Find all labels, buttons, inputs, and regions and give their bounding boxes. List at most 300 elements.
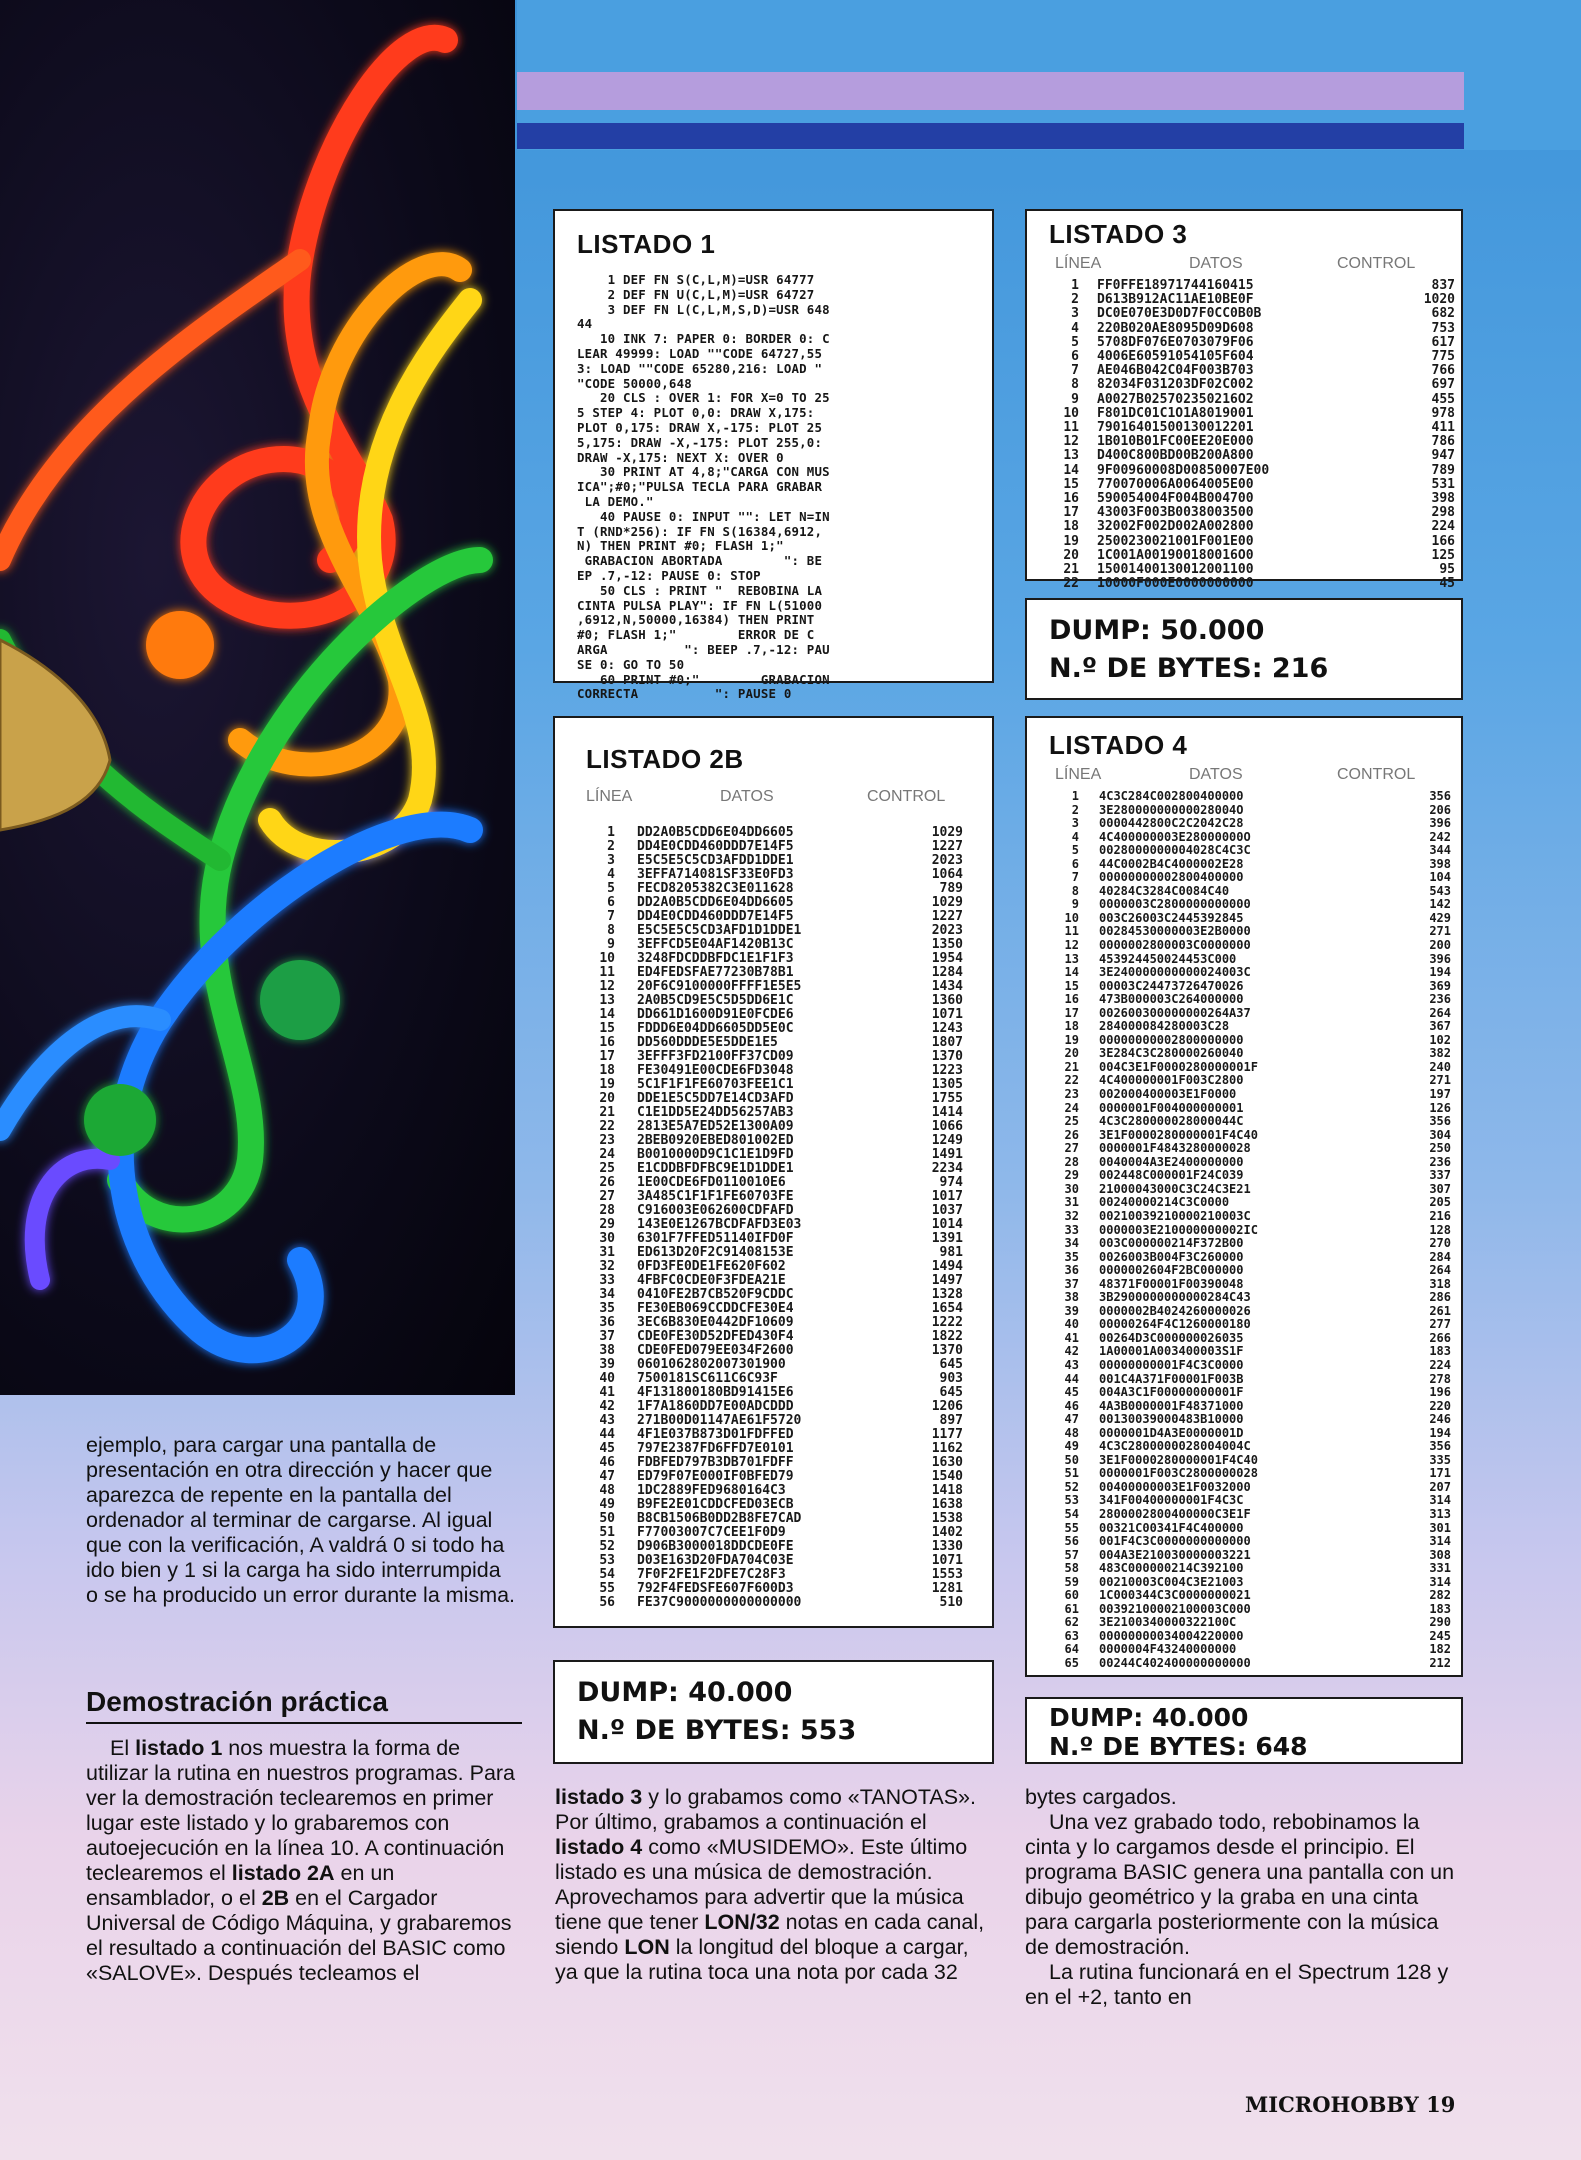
line-number: 49 xyxy=(599,1497,615,1512)
checksum: 128 xyxy=(1429,1222,1451,1237)
checksum: 240 xyxy=(1429,1059,1451,1074)
listing-row xyxy=(1049,350,1455,364)
hex-data: 3B2900000000000284C43 xyxy=(1099,1291,1251,1305)
line-number: 7 xyxy=(1071,870,1079,885)
hex-data: F77003007C7CEE1F0D9 xyxy=(637,1526,786,1540)
line-number: 12 xyxy=(1064,938,1079,953)
treble-clef-illustration xyxy=(0,0,515,1395)
checksum: 314 xyxy=(1429,1574,1451,1589)
line-number: 1 xyxy=(1071,278,1079,293)
line-number: 44 xyxy=(599,1427,615,1442)
listing-row xyxy=(583,1596,963,1610)
line-number: 36 xyxy=(1064,1263,1079,1278)
checksum: 278 xyxy=(1429,1371,1451,1386)
checksum: 1206 xyxy=(931,1399,963,1414)
listing-row xyxy=(1049,993,1451,1007)
hex-data: 001F4C3C0000000000000 xyxy=(1099,1535,1251,1549)
line-number: 47 xyxy=(1064,1412,1079,1427)
hex-data: 3A485C1F1F1FE60703FE xyxy=(637,1190,794,1204)
line-number: 14 xyxy=(1063,462,1079,478)
hex-data: 4F1E037B873D01FDFFED xyxy=(637,1428,794,1442)
listing-row xyxy=(583,1512,963,1526)
listing-row xyxy=(1049,844,1451,858)
listing-row xyxy=(583,826,963,840)
hex-data: 00264D3C000000026035 xyxy=(1099,1331,1244,1345)
hex-data: 0601062802007301900 xyxy=(637,1358,786,1372)
line-number: 7 xyxy=(1071,363,1079,379)
line-number: 40 xyxy=(1064,1317,1079,1332)
listing-row xyxy=(1049,322,1455,336)
listing-row xyxy=(583,1190,963,1204)
checksum: 266 xyxy=(1429,1330,1451,1345)
listing-row xyxy=(1049,1183,1451,1197)
line-number: 19 xyxy=(1064,1032,1079,1047)
line-number: 3 xyxy=(1071,816,1079,831)
line-number: 38 xyxy=(599,1343,615,1358)
hex-data: 1A00001A003400003S1F xyxy=(1099,1345,1244,1359)
listado-2b-col-datos: DATOS xyxy=(720,788,774,805)
checksum: 789 xyxy=(1431,462,1455,478)
checksum: 304 xyxy=(1429,1127,1451,1142)
dump-bytes: N.º DE BYTES: 553 xyxy=(577,1715,857,1746)
listing-row xyxy=(583,1092,963,1106)
checksum: 212 xyxy=(1429,1656,1451,1670)
line-number: 48 xyxy=(599,1483,615,1498)
checksum: 2234 xyxy=(931,1161,963,1176)
hex-data: 3EFFA714081SF33E0FD3 xyxy=(637,868,794,882)
line-number: 15 xyxy=(599,1021,615,1036)
listing-row xyxy=(1049,871,1451,885)
checksum: 331 xyxy=(1429,1561,1451,1576)
line-number: 5 xyxy=(1071,843,1079,858)
line-number: 13 xyxy=(1063,448,1079,464)
checksum: 1540 xyxy=(931,1469,963,1484)
line-number: 28 xyxy=(599,1203,615,1218)
listing-row xyxy=(1049,1034,1451,1048)
hex-data: 00000000034004220000 xyxy=(1099,1629,1244,1643)
checksum: 1630 xyxy=(931,1455,963,1470)
listing-row xyxy=(1049,1535,1451,1549)
line-number: 21 xyxy=(1064,1059,1079,1074)
dump-box-listado-4 xyxy=(1025,1697,1463,1764)
checksum: 45 xyxy=(1439,576,1455,592)
checksum: 543 xyxy=(1429,883,1451,898)
hex-data: D03E163D20FDA704C03E xyxy=(637,1554,794,1568)
listing-row xyxy=(1049,307,1455,321)
hex-data: 79016401500130012201 xyxy=(1097,421,1254,436)
hex-data: FE30EB069CCDDCFE30E4 xyxy=(637,1302,794,1316)
line-number: 41 xyxy=(599,1385,615,1400)
hex-data: 2A0B5CD9E5C5D5DD6E1C xyxy=(637,994,794,1008)
hex-data: 001C4A371F00001F003B xyxy=(1099,1372,1244,1386)
line-number: 33 xyxy=(1064,1222,1079,1237)
line-number: 51 xyxy=(1064,1466,1079,1481)
listing-row xyxy=(1049,407,1455,421)
hex-data: 590054004F004B004700 xyxy=(1097,492,1254,507)
listing-row xyxy=(1049,1576,1451,1590)
checksum: 1402 xyxy=(931,1525,963,1540)
hex-data: FE37C9000000000000000 xyxy=(637,1596,802,1610)
listado-3-col-linea: LÍNEA xyxy=(1055,255,1102,272)
line-number: 4 xyxy=(1071,829,1079,844)
checksum: 298 xyxy=(1431,505,1455,521)
hex-data: 0FD3FE0DE1FE620F602 xyxy=(637,1260,786,1274)
hex-data: D400C800BD00B200A800 xyxy=(1097,449,1254,464)
listado-4-col-linea: LÍNEA xyxy=(1055,766,1102,783)
listing-row xyxy=(1049,1603,1451,1617)
line-number: 24 xyxy=(599,1147,615,1162)
line-number: 14 xyxy=(1064,965,1079,980)
listing-row xyxy=(583,882,963,896)
hex-data: 00400000003E1F0032000 xyxy=(1099,1480,1251,1494)
checksum: 1223 xyxy=(931,1063,963,1078)
listado-4-title: LISTADO 4 xyxy=(1049,730,1188,760)
line-number: 61 xyxy=(1064,1601,1079,1616)
line-number: 53 xyxy=(599,1553,615,1568)
line-number: 38 xyxy=(1064,1290,1079,1305)
text-run: en el Cargador Universal de Código Máquina, y grabaremos el resultado a continuación del BASIC como «SALOVE». Después tecleamos el xyxy=(86,1886,512,1985)
listado-1-title: LISTADO 1 xyxy=(577,229,716,259)
listing-row xyxy=(1049,1169,1451,1183)
dump-bytes: N.º DE BYTES: 648 xyxy=(1049,1732,1308,1761)
paragraph: Una vez grabado todo, rebobinamos la cinta y lo cargamos desde el principio. El programa BASIC genera una pantalla con un dibujo geométrico y la graba en una cinta para cargarla posteriormente con la música de demostración. xyxy=(1025,1810,1455,1959)
listing-row xyxy=(583,854,963,868)
line-number: 35 xyxy=(1064,1249,1079,1264)
hex-data: 1E00CDE6FD0110010E6 xyxy=(637,1176,786,1190)
hex-data: 0000004F43240000000 xyxy=(1099,1643,1237,1657)
checksum: 382 xyxy=(1429,1046,1451,1061)
line-number: 39 xyxy=(599,1357,615,1372)
line-number: 18 xyxy=(1063,519,1079,535)
body-text-column-1-top xyxy=(86,1433,516,1608)
checksum: 301 xyxy=(1429,1520,1451,1535)
listing-row xyxy=(1049,1562,1451,1576)
listing-row xyxy=(583,1386,963,1400)
listing-row xyxy=(583,1428,963,1442)
listing-row xyxy=(1049,885,1451,899)
dump-box-listado-3 xyxy=(1025,598,1463,700)
listing-row xyxy=(1049,1305,1451,1319)
checksum: 286 xyxy=(1429,1290,1451,1305)
line-number: 17 xyxy=(1064,1005,1079,1020)
listing-row xyxy=(583,938,963,952)
checksum: 1822 xyxy=(931,1329,963,1344)
listing-row xyxy=(1049,1047,1451,1061)
line-number: 44 xyxy=(1064,1371,1079,1386)
hex-data: 7F0F2FE1F2DFE7C28F3 xyxy=(637,1568,786,1582)
hex-data: AE046B042C04F003B703 xyxy=(1097,364,1254,379)
checksum: 104 xyxy=(1429,870,1451,885)
hex-data: 0040004A3E2400000000 xyxy=(1099,1155,1244,1169)
line-number: 5 xyxy=(1071,334,1079,350)
listing-row xyxy=(1049,492,1455,506)
line-number: 30 xyxy=(599,1231,615,1246)
hex-data: FECD8205382C3E011628 xyxy=(637,882,794,896)
line-number: 16 xyxy=(599,1035,615,1050)
hex-data: FE30491E00CDE6FD3048 xyxy=(637,1064,794,1078)
checksum: 786 xyxy=(1431,434,1455,450)
listing-row xyxy=(1049,279,1455,293)
checksum: 264 xyxy=(1429,1005,1451,1020)
line-number: 59 xyxy=(1064,1574,1079,1589)
line-number: 12 xyxy=(1063,434,1079,450)
checksum: 947 xyxy=(1431,448,1455,464)
hex-data: ED4FEDSFAE77230B78B1 xyxy=(637,966,794,980)
listing-row xyxy=(1049,1589,1451,1603)
line-number: 19 xyxy=(599,1077,615,1092)
listing-row xyxy=(1049,1616,1451,1630)
checksum: 194 xyxy=(1429,965,1451,980)
text-run-bold: listado 1 xyxy=(135,1736,223,1760)
header-stripe-blue xyxy=(517,123,1464,149)
checksum: 1654 xyxy=(931,1301,963,1316)
line-number: 52 xyxy=(599,1539,615,1554)
hex-data: 0000003C2800000000000 xyxy=(1099,898,1251,912)
listing-row xyxy=(1049,563,1455,577)
checksum: 2023 xyxy=(931,853,963,868)
hex-data: 00210039210000210003C xyxy=(1099,1209,1251,1223)
checksum: 183 xyxy=(1429,1344,1451,1359)
line-number: 60 xyxy=(1064,1588,1079,1603)
hex-data: 1C000344C3C0000000021 xyxy=(1099,1589,1251,1603)
checksum: 102 xyxy=(1429,1032,1451,1047)
checksum: 125 xyxy=(1431,547,1455,563)
listing-row xyxy=(1049,449,1455,463)
hex-data: DDE1E5C5DD7E14CD3AFD xyxy=(637,1092,794,1106)
checksum: 1281 xyxy=(931,1581,963,1596)
checksum: 645 xyxy=(939,1385,963,1400)
listing-row xyxy=(583,1456,963,1470)
listing-row xyxy=(583,868,963,882)
checksum: 166 xyxy=(1431,533,1455,549)
line-number: 36 xyxy=(599,1315,615,1330)
hex-data: 00000264F4C1260000180 xyxy=(1099,1318,1251,1332)
listing-row xyxy=(583,1148,963,1162)
dump-address: DUMP: 40.000 xyxy=(1049,1703,1249,1732)
listing-row xyxy=(1049,1318,1451,1332)
line-number: 65 xyxy=(1064,1656,1079,1670)
checksum: 429 xyxy=(1429,910,1451,925)
hex-data: 797E2387FD6FFD7E0101 xyxy=(637,1442,794,1456)
line-number: 58 xyxy=(1064,1561,1079,1576)
hex-data: 473B000003C264000000 xyxy=(1099,993,1244,1007)
hex-data: 220B020AE8095D09D608 xyxy=(1097,321,1254,336)
listing-row xyxy=(1049,1427,1451,1441)
hex-data: 82034F031203DF02C002 xyxy=(1097,378,1254,393)
hex-data: 4A3B0000001F48371000 xyxy=(1099,1399,1244,1413)
hex-data: 002000400003E1F0000 xyxy=(1099,1088,1237,1102)
checksum: 617 xyxy=(1431,334,1455,350)
hex-data: FDDD6E04DD6605DD5E0C xyxy=(637,1022,794,1036)
listing-row xyxy=(1049,1630,1451,1644)
hex-data: E5C5E5C5CD3AFD1D1DDE1 xyxy=(637,924,802,938)
listing-row xyxy=(583,1372,963,1386)
hex-data: 3E28000000000028004O xyxy=(1099,803,1244,817)
hex-data: 15001400130012001100 xyxy=(1097,563,1254,578)
line-number: 3 xyxy=(1071,306,1079,322)
checksum: 314 xyxy=(1429,1493,1451,1508)
listing-row xyxy=(583,840,963,854)
checksum: 1014 xyxy=(931,1217,963,1232)
line-number: 34 xyxy=(1064,1236,1079,1251)
listing-row xyxy=(1049,520,1455,534)
line-number: 20 xyxy=(1063,547,1079,563)
hex-data: 271B00D01147AE61F5720 xyxy=(637,1414,802,1428)
listing-row xyxy=(1049,966,1451,980)
checksum: 645 xyxy=(939,1357,963,1372)
hex-data: 0000002B4024260000026 xyxy=(1099,1304,1251,1318)
hex-data: F801DC01C1O1A8019001 xyxy=(1097,406,1254,421)
hex-data: 9F00960008D00850007E00 xyxy=(1097,463,1270,478)
text-run: El xyxy=(110,1736,136,1760)
listing-row xyxy=(1049,549,1455,563)
line-number: 41 xyxy=(1064,1330,1079,1345)
hex-data: D906B3000018DDCDE0FE xyxy=(637,1540,794,1554)
listing-row xyxy=(583,1260,963,1274)
listing-row xyxy=(1049,1074,1451,1088)
listing-row xyxy=(1049,1020,1451,1034)
line-number: 54 xyxy=(599,1567,615,1582)
text-run-bold: 2B xyxy=(261,1886,290,1910)
line-number: 32 xyxy=(599,1259,615,1274)
hex-data: 0000442800C2C2042C28 xyxy=(1099,817,1244,831)
checksum: 981 xyxy=(939,1245,963,1260)
checksum: 1284 xyxy=(931,965,963,980)
checksum: 2023 xyxy=(931,923,963,938)
listing-row xyxy=(1049,1413,1451,1427)
checksum: 766 xyxy=(1431,363,1455,379)
checksum: 1020 xyxy=(1423,292,1455,308)
checksum: 264 xyxy=(1429,1263,1451,1278)
checksum: 314 xyxy=(1429,1534,1451,1549)
hex-data: 00284530000003E2B0000 xyxy=(1099,925,1251,939)
checksum: 411 xyxy=(1431,420,1455,436)
line-number: 28 xyxy=(1064,1154,1079,1169)
section-heading: Demostración práctica xyxy=(86,1686,388,1717)
checksum: 183 xyxy=(1429,1601,1451,1616)
checksum: 1037 xyxy=(931,1203,963,1218)
hex-data: 003C26003C2445392845 xyxy=(1099,911,1244,925)
line-number: 10 xyxy=(599,951,615,966)
line-number: 56 xyxy=(1064,1534,1079,1549)
listado-3-col-control: CONTROL xyxy=(1337,255,1416,272)
listing-row xyxy=(1049,293,1455,307)
line-number: 10 xyxy=(1064,910,1079,925)
listing-row xyxy=(1049,1386,1451,1400)
line-number: 48 xyxy=(1064,1425,1079,1440)
hex-data: 0000002604F2BC000000 xyxy=(1099,1264,1244,1278)
line-number: 10 xyxy=(1063,405,1079,421)
hex-data: 3248FDCDDBFDC1E1F1F3 xyxy=(637,952,794,966)
checksum: 837 xyxy=(1431,278,1455,293)
checksum: 236 xyxy=(1429,992,1451,1007)
checksum: 194 xyxy=(1429,1425,1451,1440)
checksum: 284 xyxy=(1429,1249,1451,1264)
hex-data: 6301F7FFED51140IFD0F xyxy=(637,1232,794,1246)
line-number: 20 xyxy=(1064,1046,1079,1061)
hex-data: 0000003E210000000002IC xyxy=(1099,1223,1258,1237)
line-number: 2 xyxy=(607,839,615,854)
dump-address: DUMP: 50.000 xyxy=(1049,615,1265,646)
line-number: 22 xyxy=(1064,1073,1079,1088)
line-number: 43 xyxy=(599,1413,615,1428)
hex-data: 004A3E210030000003221 xyxy=(1099,1548,1251,1562)
listing-row xyxy=(583,1008,963,1022)
listing-row xyxy=(583,1442,963,1456)
listing-row xyxy=(583,1078,963,1092)
line-number: 8 xyxy=(1071,377,1079,393)
listing-row xyxy=(1049,1467,1451,1481)
checksum: 1418 xyxy=(931,1483,963,1498)
line-number: 53 xyxy=(1064,1493,1079,1508)
line-number: 32 xyxy=(1064,1208,1079,1223)
hex-data: DD560DDDE5E5DDE1E5 xyxy=(637,1036,778,1050)
text-run: y lo grabamos como «TANOTAS». Por último, grabamos a continuación el xyxy=(555,1785,976,1834)
checksum: 1494 xyxy=(931,1259,963,1274)
listing-row xyxy=(583,1162,963,1176)
hex-data: 3EFFCD5E04AF1420B13C xyxy=(637,938,794,952)
listing-row xyxy=(1049,336,1455,350)
checksum: 1222 xyxy=(931,1315,963,1330)
checksum: 1370 xyxy=(931,1049,963,1064)
line-number: 23 xyxy=(599,1133,615,1148)
checksum: 1638 xyxy=(931,1497,963,1512)
hex-data: 004A3C1F00000000001F xyxy=(1099,1386,1244,1400)
line-number: 62 xyxy=(1064,1615,1079,1630)
line-number: 4 xyxy=(1071,320,1079,336)
line-number: 9 xyxy=(1071,391,1079,407)
hex-data: 4C400000003E28000000O xyxy=(1099,830,1251,844)
listing-row xyxy=(1049,1291,1451,1305)
checksum: 978 xyxy=(1431,405,1455,421)
listing-row xyxy=(1049,804,1451,818)
checksum: 200 xyxy=(1429,938,1451,953)
checksum: 903 xyxy=(939,1371,963,1386)
hex-data: ED79F07E000IF0BFED79 xyxy=(637,1470,794,1484)
checksum: 356 xyxy=(1429,1114,1451,1129)
hex-data: FF0FFE18971744160415 xyxy=(1097,279,1254,293)
checksum: 398 xyxy=(1431,491,1455,507)
hex-data: 3E1F0000280000001F4C40 xyxy=(1099,1453,1258,1467)
hex-data: 4F131800180BD91415E6 xyxy=(637,1386,794,1400)
listado-3-title: LISTADO 3 xyxy=(1049,219,1188,249)
text-run: como «MUSIDEMO». Este último listado es una música de demostración. Aprovechamos para advertir que la música tiene que tener xyxy=(555,1835,968,1934)
listing-row xyxy=(583,1050,963,1064)
line-number: 16 xyxy=(1063,491,1079,507)
line-number: 13 xyxy=(1064,951,1079,966)
checksum: 236 xyxy=(1429,1154,1451,1169)
checksum: 197 xyxy=(1429,1087,1451,1102)
listing-row xyxy=(1049,1061,1451,1075)
checksum: 1066 xyxy=(931,1119,963,1134)
dump-box-listado-2b xyxy=(553,1660,994,1764)
checksum: 1071 xyxy=(931,1553,963,1568)
checksum: 1391 xyxy=(931,1231,963,1246)
checksum: 1755 xyxy=(931,1091,963,1106)
text-run: en un ensamblador, o el xyxy=(86,1861,395,1910)
listing-row xyxy=(583,1036,963,1050)
listing-row xyxy=(583,1540,963,1554)
line-number: 27 xyxy=(599,1189,615,1204)
hex-data: 0028000000004028C4C3C xyxy=(1099,844,1251,858)
checksum: 531 xyxy=(1431,476,1455,492)
hex-data: 2800002800400000C3E1F xyxy=(1099,1507,1251,1521)
listing-row xyxy=(1049,980,1451,994)
line-number: 21 xyxy=(599,1105,615,1120)
checksum: 282 xyxy=(1429,1588,1451,1603)
line-number: 46 xyxy=(599,1455,615,1470)
hex-data: 00244C402400000000000 xyxy=(1099,1657,1251,1670)
